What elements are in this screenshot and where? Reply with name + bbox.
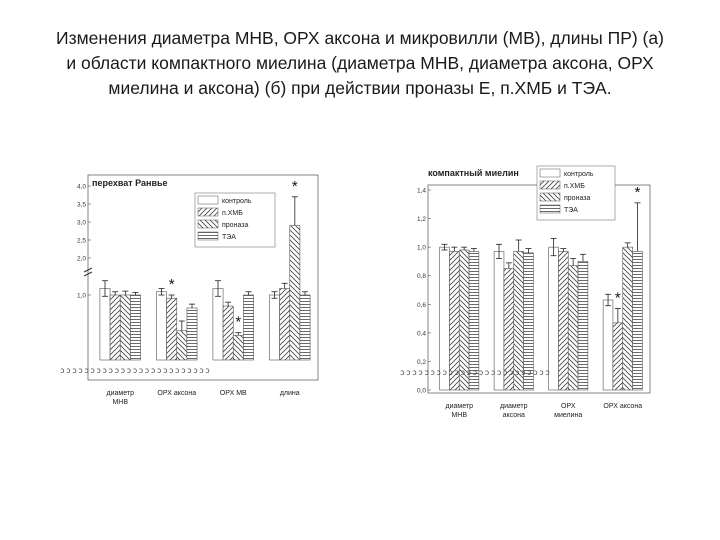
bar	[603, 300, 613, 390]
bar	[130, 295, 140, 360]
bar	[633, 251, 643, 390]
bar	[100, 289, 110, 361]
chart-a-categories	[107, 390, 300, 406]
chart-ranvier-node	[60, 175, 318, 406]
bar	[290, 226, 300, 360]
bar	[558, 251, 568, 390]
y-tick-label: 0,2	[416, 358, 426, 366]
significance-marker: *	[235, 313, 242, 331]
category-label: МНВ	[112, 399, 129, 406]
legend-label: контроль	[222, 198, 252, 205]
chart-a-title: перехват Ранвье	[92, 178, 168, 188]
legend-label: контроль	[564, 171, 594, 178]
category-label: ОРХ МВ	[219, 390, 247, 397]
bar	[549, 247, 559, 390]
significance-marker: *	[614, 289, 621, 307]
category-label: диаметр	[500, 403, 528, 410]
category-label: длина	[279, 390, 300, 397]
legend-label: п.ХМБ	[564, 183, 585, 190]
title-line: миелина и аксона) (б) при действии проназы Е, п.ХМБ и ТЭА.	[108, 78, 612, 98]
legend-swatch	[540, 181, 560, 189]
chart-compact-myelin	[400, 166, 650, 419]
y-tick-label: 1,2	[416, 216, 426, 224]
category-label: ОРХ аксона	[157, 390, 197, 397]
legend-swatch	[540, 205, 560, 213]
bar	[187, 308, 197, 360]
legend-label: проназа	[222, 222, 249, 229]
bar	[300, 295, 310, 360]
bar	[243, 295, 253, 360]
y-tick-label: 4,0	[76, 183, 86, 191]
scan-artifact: ɔɔɔɔɔɔɔɔɔɔɔɔɔɔɔɔɔɔɔɔɔɔɔɔɔ	[60, 366, 210, 375]
chart-b-y-ticks	[417, 188, 431, 395]
bar	[623, 247, 633, 390]
chart-b-categories	[446, 403, 643, 419]
y-tick-label: 0,6	[416, 301, 426, 309]
significance-marker: *	[291, 177, 298, 195]
bar	[156, 292, 166, 360]
title-line: Изменения диаметра МНВ, ОРХ аксона и микровилли (МВ), длины ПР) (а)	[56, 28, 664, 48]
bar	[578, 261, 588, 390]
bar	[568, 266, 578, 390]
legend-swatch	[198, 220, 218, 228]
y-tick-label: 0,4	[416, 330, 426, 338]
chart-a-legend	[195, 193, 275, 247]
bar	[110, 295, 120, 360]
y-tick-label: 1,0	[416, 244, 426, 252]
category-label: аксона	[502, 412, 525, 419]
bar	[120, 295, 130, 360]
category-label: диаметр	[106, 390, 134, 397]
bar	[223, 306, 233, 360]
category-label: МНВ	[451, 412, 468, 419]
bar	[280, 289, 290, 361]
y-tick-label: 2,5	[76, 237, 86, 245]
title-line: и области компактного миелина (диаметра МНВ, диаметра аксона, ОРХ	[66, 53, 654, 73]
bar	[613, 323, 623, 390]
bar	[167, 298, 177, 360]
y-tick-label: 1,0	[76, 292, 86, 300]
chart-a-y-ticks	[77, 184, 91, 300]
legend-label: п.ХМБ	[222, 210, 243, 217]
category-label: диаметр	[445, 403, 473, 410]
y-tick-label: 2,0	[76, 255, 86, 263]
bar	[269, 295, 279, 360]
category-label: миелина	[554, 412, 583, 419]
bar	[177, 331, 187, 360]
y-tick-label: 1,4	[416, 187, 426, 195]
y-tick-label: 3,5	[76, 201, 86, 209]
legend-label: проназа	[564, 195, 591, 202]
legend-swatch	[198, 196, 218, 204]
legend-swatch	[540, 169, 560, 177]
bar	[213, 289, 223, 361]
legend-swatch	[198, 232, 218, 240]
significance-marker: *	[634, 183, 641, 201]
y-tick-label: 0,8	[416, 273, 426, 281]
y-tick-label: 3,0	[76, 219, 86, 227]
chart-b-legend	[537, 166, 615, 220]
legend-label: ТЭА	[222, 234, 236, 241]
category-label: ОРХ аксона	[603, 403, 643, 410]
legend-label: ТЭА	[564, 207, 578, 214]
chart-b-title: компактный миелин	[428, 168, 519, 178]
scan-artifact: ɔɔɔɔɔɔɔɔɔɔɔɔɔɔɔɔɔɔɔɔɔɔɔɔɔ	[400, 368, 550, 377]
legend-swatch	[198, 208, 218, 216]
bar	[233, 335, 243, 360]
category-label: ОРХ	[561, 403, 576, 410]
legend-swatch	[540, 193, 560, 201]
y-tick-label: 0,0	[416, 387, 426, 395]
significance-marker: *	[168, 276, 175, 293]
